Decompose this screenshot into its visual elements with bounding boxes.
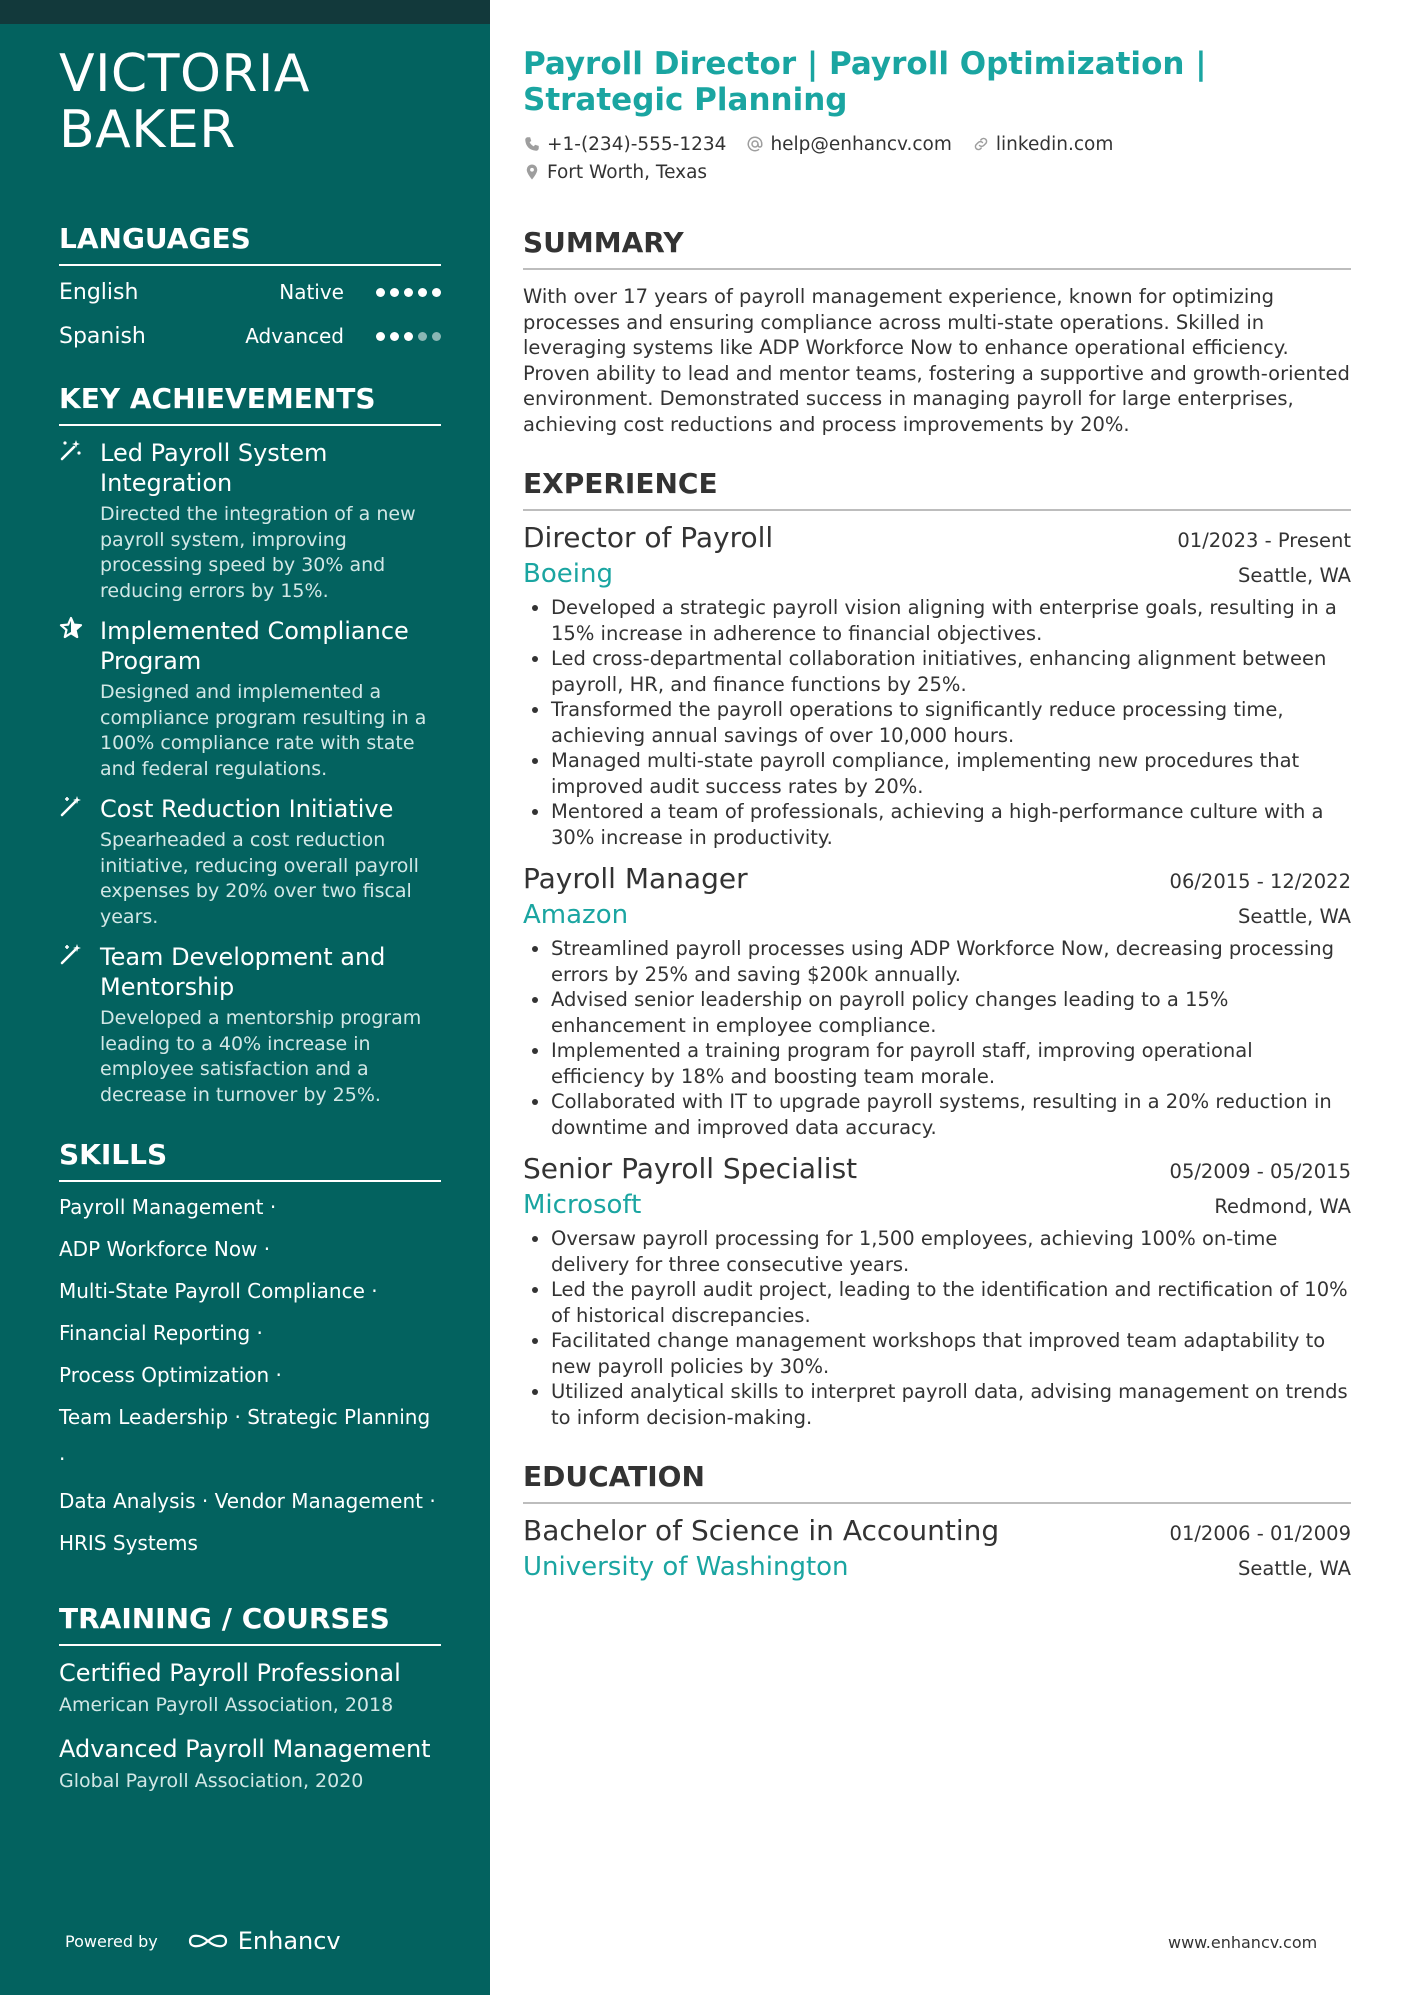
job-bullets: [523, 936, 1351, 1140]
job-bullet: • Collaborated with IT to upgrade payroll systems, resulting in a 20% reduction in downtime and improved data accuracy.: [551, 1089, 1351, 1140]
rating-dot: [390, 332, 399, 341]
location-pin-icon: [523, 163, 541, 181]
course-item: [59, 1734, 441, 1794]
languages-section: [59, 222, 441, 358]
experience-section: [523, 467, 1351, 1430]
skill-line: Process Optimization ·: [59, 1363, 282, 1387]
achievement-description: Spearheaded a cost reduction initiative, reducing overall payroll expenses by 20% over two fiscal years.: [100, 829, 419, 928]
achievement-description: Designed and implemented a compliance program resulting in a 100% compliance rate with state and federal regulations.: [100, 681, 427, 780]
job-bullet: • Developed a strategic payroll vision aligning with enterprise goals, resulting in a 15% increase in adherence to financial objectives.: [551, 595, 1351, 646]
contact-linkedin[interactable]: [972, 134, 1113, 155]
at-icon: [746, 135, 764, 153]
footer-url[interactable]: www.enhancv.com: [1168, 1933, 1318, 1952]
job-bullet: • Utilized analytical skills to interpret payroll data, advising management on trends to inform decision-making.: [551, 1379, 1351, 1430]
language-name: English: [59, 279, 139, 305]
location-text: Fort Worth, Texas: [547, 161, 708, 183]
job-bullet: • Facilitated change management workshops that improved team adaptability to new payroll policies by 30%.: [551, 1328, 1351, 1379]
language-name: Spanish: [59, 323, 146, 349]
job-bullet: • Oversaw payroll processing for 1,500 employees, achieving 100% on-time delivery for three consecutive years.: [551, 1226, 1351, 1277]
skill-line: Multi-State Payroll Compliance ·: [59, 1279, 378, 1303]
rating-dot: [404, 288, 413, 297]
summary-heading: SUMMARY: [523, 226, 1351, 270]
job-bullet: • Led the payroll audit project, leading to the identification and rectification of 10% of historical discrepancies.: [551, 1277, 1351, 1328]
degree-title: Bachelor of Science in Accounting: [523, 1514, 1000, 1547]
headline: Payroll Director | Payroll Optimization | Strategic Planning: [523, 46, 1207, 118]
job-entry: [523, 860, 1351, 1140]
contact-phone[interactable]: [523, 134, 726, 155]
education-entry: [523, 1512, 1351, 1584]
job-bullet: • Advised senior leadership on payroll policy changes leading to a 15% enhancement in employee compliance.: [551, 987, 1351, 1038]
course-provider: American Payroll Association, 2018: [59, 1694, 394, 1716]
achievement-item: [59, 438, 441, 604]
job-bullet: • Led cross-departmental collaboration initiatives, enhancing alignment between payroll, HR, and finance functions by 25%.: [551, 646, 1351, 697]
job-location: Seattle, WA: [1238, 564, 1351, 587]
job-bullet: • Implemented a training program for payroll staff, improving operational efficiency by 18% and boosting team morale.: [551, 1038, 1351, 1089]
education-section: [523, 1460, 1351, 1584]
contact-info: [523, 130, 1351, 186]
skill-line: Financial Reporting ·: [59, 1321, 263, 1345]
rating-dot: [376, 332, 385, 341]
candidate-name: [59, 46, 441, 158]
skill-line: HRIS Systems: [59, 1531, 198, 1555]
achievement-title: Cost Reduction Initiative: [100, 795, 394, 823]
job-dates: 01/2023 - Present: [1177, 529, 1351, 552]
experience-heading: EXPERIENCE: [523, 467, 1351, 511]
achievement-title: Led Payroll System Integration: [100, 439, 328, 497]
language-row: [59, 314, 441, 358]
name-line-first: VICTORIA: [59, 44, 310, 104]
powered-by: [65, 1927, 341, 1955]
job-dates: 05/2009 - 05/2015: [1169, 1160, 1351, 1183]
achievement-item: [59, 942, 441, 1108]
languages-heading: LANGUAGES: [59, 222, 441, 266]
main-content: [523, 46, 1351, 1584]
email-text: help@enhancv.com: [770, 133, 952, 155]
language-row: [59, 270, 441, 314]
rating-dot: [418, 332, 427, 341]
training-heading: TRAINING / COURSES: [59, 1602, 441, 1646]
sidebar: [0, 0, 490, 1995]
enhancv-brand: Enhancv: [237, 1927, 341, 1955]
job-entry: [523, 519, 1351, 850]
course-title: Advanced Payroll Management: [59, 1735, 431, 1763]
magic-wand-icon: [59, 438, 100, 604]
job-bullet: • Transformed the payroll operations to significantly reduce processing time, achieving annual savings of over 10,000 hours.: [551, 697, 1351, 748]
star-icon: [59, 616, 100, 782]
company-name: Boeing: [523, 559, 613, 589]
skill-line: ADP Workforce Now ·: [59, 1237, 271, 1261]
link-icon: [972, 135, 990, 153]
job-bullet: • Managed multi-state payroll compliance, implementing new procedures that improved audit success rates by 20%.: [551, 748, 1351, 799]
language-level: Native: [279, 280, 344, 304]
sidebar-top-band: [0, 0, 490, 24]
skill-line: Payroll Management ·: [59, 1195, 277, 1219]
education-heading: EDUCATION: [523, 1460, 1351, 1504]
wand-icon: [59, 794, 100, 930]
course-provider: Global Payroll Association, 2020: [59, 1770, 364, 1792]
job-location: Redmond, WA: [1214, 1195, 1351, 1218]
rating-dot: [376, 288, 385, 297]
wand-icon: [59, 942, 100, 1108]
course-item: [59, 1658, 441, 1718]
job-title: Payroll Manager: [523, 862, 748, 895]
education-location: Seattle, WA: [1238, 1557, 1351, 1580]
rating-dot: [418, 288, 427, 297]
achievement-title: Team Development and Mentorship: [100, 943, 386, 1001]
contact-location: [523, 162, 707, 183]
linkedin-text: linkedin.com: [995, 133, 1114, 155]
job-bullet: • Streamlined payroll processes using ADP Workforce Now, decreasing processing errors by 25% and saving $200k annually.: [551, 936, 1351, 987]
job-dates: 06/2015 - 12/2022: [1169, 870, 1351, 893]
language-level: Advanced: [245, 324, 344, 348]
achievement-item: [59, 616, 441, 782]
language-rating: [376, 288, 441, 297]
achievements-heading: KEY ACHIEVEMENTS: [59, 382, 441, 426]
phone-text: +1-(234)-555-1234: [547, 133, 727, 155]
job-bullet: • Mentored a team of professionals, achieving a high-performance culture with a 30% increase in productivity.: [551, 799, 1351, 850]
achievements-section: [59, 382, 441, 1108]
rating-dot: [432, 332, 441, 341]
course-title: Certified Payroll Professional: [59, 1659, 401, 1687]
rating-dot: [404, 332, 413, 341]
job-entry: [523, 1150, 1351, 1430]
skills-section: [59, 1138, 441, 1564]
summary-text: With over 17 years of payroll management experience, known for optimizing processes and ensuring compliance across multi-state operations. Skilled in leveraging systems like ADP Workforce Now to enhance operational efficiency. Proven ability to lead and mentor teams, fostering a supportive and growth-oriented environment. Demonstrated success in managing payroll for large enterprises, achieving cost reductions and process improvements by 20%.: [523, 285, 1350, 436]
skills-heading: SKILLS: [59, 1138, 441, 1182]
education-dates: 01/2006 - 01/2009: [1169, 1522, 1351, 1545]
skill-line: Data Analysis · Vendor Management ·: [59, 1489, 436, 1513]
name-line-last: BAKER: [59, 100, 236, 160]
company-name: Microsoft: [523, 1190, 642, 1220]
achievement-description: Developed a mentorship program leading to a 40% increase in employee satisfaction and a decrease in turnover by 25%.: [100, 1007, 422, 1106]
training-section: [59, 1602, 441, 1794]
job-bullets: [523, 595, 1351, 850]
job-bullets: [523, 1226, 1351, 1430]
achievement-description: Directed the integration of a new payroll system, improving processing speed by 30% and reducing errors by 15%.: [100, 503, 416, 602]
skill-line: Team Leadership · Strategic Planning ·: [59, 1405, 431, 1471]
enhancv-logo-icon: [186, 1930, 230, 1952]
company-name: Amazon: [523, 900, 629, 930]
summary-section: [523, 226, 1351, 437]
job-title: Senior Payroll Specialist: [523, 1152, 858, 1185]
achievement-item: [59, 794, 441, 930]
powered-by-label: Powered by: [65, 1931, 158, 1951]
job-location: Seattle, WA: [1238, 905, 1351, 928]
job-title: Director of Payroll: [523, 521, 774, 554]
language-rating: [376, 332, 441, 341]
phone-icon: [523, 135, 541, 153]
rating-dot: [390, 288, 399, 297]
rating-dot: [432, 288, 441, 297]
achievement-title: Implemented Compliance Program: [100, 617, 409, 675]
school-name: University of Washington: [523, 1552, 849, 1582]
contact-email[interactable]: [746, 134, 951, 155]
